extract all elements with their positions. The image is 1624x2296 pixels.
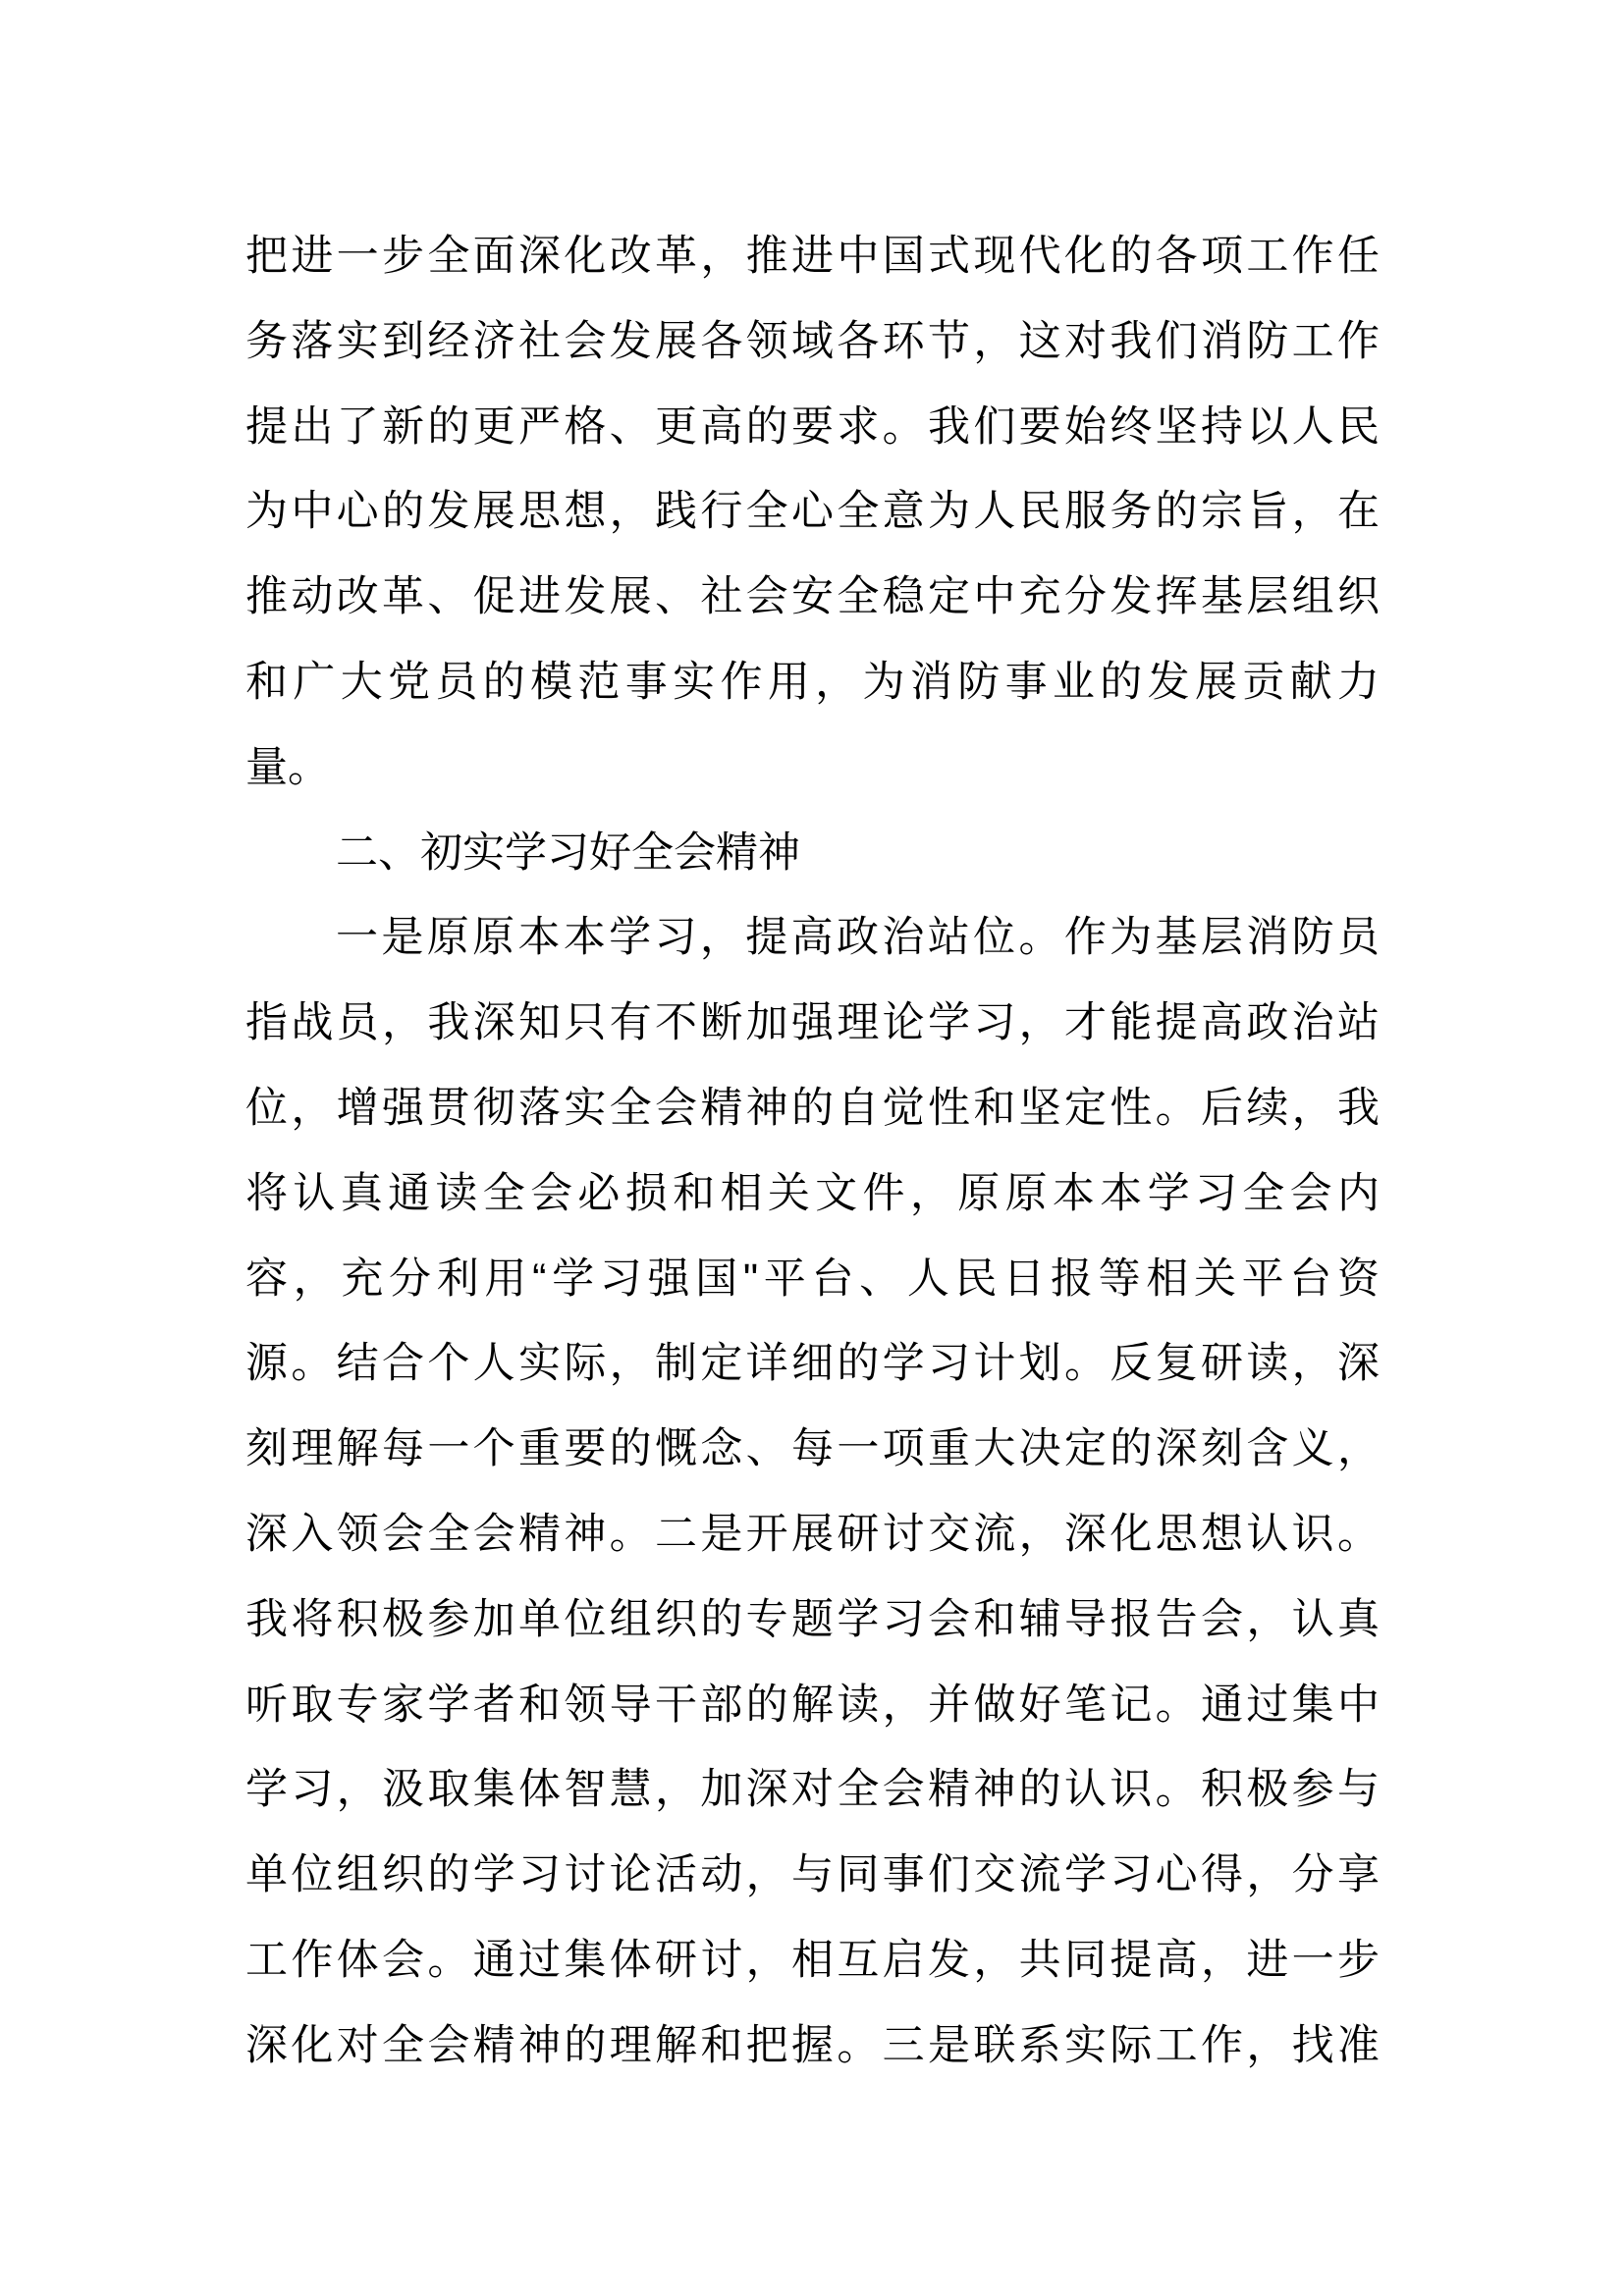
page-body-text [245, 214, 1380, 2089]
text-line: 深化对全会精神的理解和把握。三是联系实际工作，找准 [245, 2021, 1380, 2069]
text-line: 指战员，我深知只有不断加强理论学习，才能提高政治站 [245, 999, 1380, 1047]
text-line: 源。结合个人实际，制定详细的学习计划。反复研读，深 [245, 1340, 1380, 1388]
text-line: 推动改革、促进发展、社会安全稳定中充分发挥基层组织 [245, 573, 1380, 621]
text-line: 学习，汲取集体智慧，加深对全会精神的认识。积极参与 [245, 1766, 1380, 1814]
text-line: 务落实到经济社会发展各领域各环节，这对我们消防工作 [245, 317, 1380, 365]
text-line: 位，增强贯彻落实全会精神的自觉性和坚定性。后续，我 [245, 1084, 1380, 1132]
text-line: 提出了新的更严格、更高的要求。我们要始终坚持以人民 [245, 402, 1380, 451]
text-line: 和广大党员的模范事实作用，为消防事业的发展贡献力 [245, 658, 1380, 706]
text-line: 将认真通读全会必损和相关文件，原原本本学习全会内 [245, 1169, 1380, 1217]
text-line: 单位组织的学习讨论活动，与同事们交流学习心得，分享 [245, 1851, 1380, 1899]
text-line: 把进一步全面深化改革，推进中国式现代化的各项工作任 [245, 233, 1380, 280]
text-line: 我将积极参加单位组织的专题学习会和辅导报告会，认真 [245, 1595, 1380, 1643]
section-heading: 二、初实学习好全会精神 [336, 828, 800, 877]
text-line: 容，充分利用“学习强国"平台、人民日报等相关平台资 [245, 1255, 1380, 1303]
text-line: 一是原原本本学习，提高政治站位。作为基层消防员 [336, 914, 1380, 962]
text-line: 听取专家学者和领导干部的解读，并做好笔记。通过集中 [245, 1681, 1380, 1729]
text-line: 刻理解每一个重要的慨念、每一项重大决定的深刻含义， [245, 1425, 1380, 1473]
text-line: 为中心的发展思想，践行全心全意为人民服务的宗旨，在 [245, 488, 1380, 536]
text-line: 量。 [245, 743, 330, 791]
text-line: 工作体会。通过集体研讨，相互启发，共同提高，进一步 [245, 1936, 1380, 1984]
text-line: 深入领会全会精神。二是开展研讨交流，深化思想认识。 [245, 1510, 1380, 1558]
